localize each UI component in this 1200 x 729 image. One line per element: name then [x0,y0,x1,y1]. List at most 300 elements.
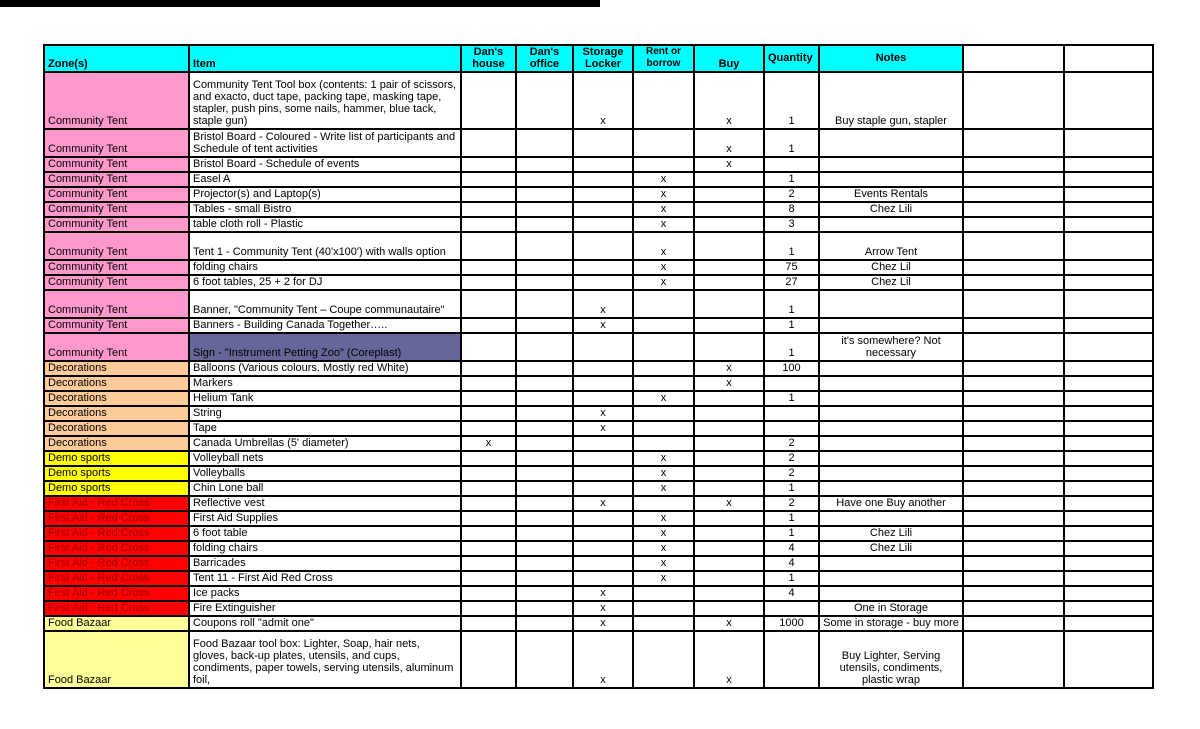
office-cell [516,571,573,586]
item-cell: Banners - Building Canada Together….. [189,318,461,333]
notes-cell [819,421,963,436]
office-cell [516,129,573,157]
house-cell [461,275,516,290]
zone-cell: Community Tent [44,333,189,361]
extra1-cell [963,318,1064,333]
extra1-cell [963,72,1064,129]
rent-cell [633,129,694,157]
rent-cell [633,72,694,129]
office-cell [516,451,573,466]
qty-cell: 8 [764,202,819,217]
zone-cell: Decorations [44,391,189,406]
extra2-cell [1064,496,1153,511]
storage-cell [573,172,633,187]
column-header-office: Dan's office [516,45,573,72]
notes-cell [819,157,963,172]
notes-cell: Chez Lil [819,260,963,275]
extra2-cell [1064,631,1153,688]
zone-cell: Community Tent [44,172,189,187]
rent-cell [633,586,694,601]
zone-cell: Demo sports [44,451,189,466]
office-cell [516,541,573,556]
top-black-bar [0,0,600,7]
rent-cell: x [633,541,694,556]
zone-cell: First Aid - Red Cross [44,511,189,526]
notes-cell [819,586,963,601]
buy-cell [694,571,764,586]
storage-cell: x [573,616,633,631]
storage-cell: x [573,406,633,421]
extra1-cell [963,496,1064,511]
table-row [44,72,1153,129]
buy-cell [694,526,764,541]
notes-cell: Buy Lighter, Serving utensils, condiments, plastic wrap [819,631,963,688]
buy-cell: x [694,361,764,376]
column-header-zone: Zone(s) [44,45,189,72]
notes-cell [819,481,963,496]
house-cell [461,526,516,541]
table-header-row [44,45,1153,72]
qty-cell: 4 [764,586,819,601]
rent-cell [633,376,694,391]
extra1-cell [963,391,1064,406]
extra1-cell [963,290,1064,318]
rent-cell: x [633,187,694,202]
notes-cell [819,466,963,481]
zone-cell: Community Tent [44,217,189,232]
item-cell: Tape [189,421,461,436]
qty-cell: 1 [764,511,819,526]
extra2-cell [1064,466,1153,481]
extra2-cell [1064,556,1153,571]
rent-cell [633,333,694,361]
item-cell: 6 foot table [189,526,461,541]
notes-cell: Arrow Tent [819,232,963,260]
notes-cell [819,556,963,571]
zone-cell: Decorations [44,406,189,421]
extra1-cell [963,172,1064,187]
supplies-table [43,44,1154,689]
notes-cell [819,391,963,406]
extra1-cell [963,376,1064,391]
zone-cell: Demo sports [44,481,189,496]
house-cell [461,466,516,481]
qty-cell [764,421,819,436]
zone-cell: Community Tent [44,129,189,157]
buy-cell [694,391,764,406]
buy-cell [694,333,764,361]
notes-cell: Chez Lil [819,275,963,290]
column-header-item: Item [189,45,461,72]
column-header-house: Dan's house [461,45,516,72]
storage-cell [573,481,633,496]
qty-cell: 1 [764,526,819,541]
extra2-cell [1064,217,1153,232]
table-row [44,376,1153,391]
house-cell [461,202,516,217]
buy-cell: x [694,129,764,157]
buy-cell: x [694,157,764,172]
table-row [44,232,1153,260]
buy-cell [694,436,764,451]
qty-cell: 1 [764,391,819,406]
rent-cell: x [633,481,694,496]
rent-cell [633,318,694,333]
table-row [44,631,1153,688]
house-cell [461,556,516,571]
table-row [44,556,1153,571]
qty-cell: 2 [764,496,819,511]
extra1-cell [963,451,1064,466]
extra2-cell [1064,172,1153,187]
storage-cell: x [573,421,633,436]
buy-cell: x [694,72,764,129]
house-cell [461,511,516,526]
buy-cell [694,202,764,217]
rent-cell [633,290,694,318]
zone-cell: Food Bazaar [44,631,189,688]
zone-cell: Community Tent [44,157,189,172]
extra2-cell [1064,157,1153,172]
house-cell [461,391,516,406]
table-row [44,616,1153,631]
table-row [44,601,1153,616]
zone-cell: Decorations [44,436,189,451]
storage-cell [573,526,633,541]
item-cell: Reflective vest [189,496,461,511]
storage-cell [573,466,633,481]
office-cell [516,232,573,260]
zone-cell: Decorations [44,361,189,376]
buy-cell [694,556,764,571]
qty-cell: 1 [764,333,819,361]
item-cell: Tent 1 - Community Tent (40'x100') with walls option [189,232,461,260]
house-cell [461,361,516,376]
item-cell: Tables - small Bistro [189,202,461,217]
item-cell: Barricades [189,556,461,571]
storage-cell: x [573,290,633,318]
house-cell [461,129,516,157]
column-header-storage: Storage Locker [573,45,633,72]
extra2-cell [1064,275,1153,290]
rent-cell: x [633,260,694,275]
storage-cell [573,232,633,260]
qty-cell: 1 [764,290,819,318]
house-cell [461,376,516,391]
house-cell [461,631,516,688]
notes-cell: Have one Buy another [819,496,963,511]
qty-cell [764,157,819,172]
item-cell: table cloth roll - Plastic [189,217,461,232]
extra2-cell [1064,586,1153,601]
item-cell: Volleyball nets [189,451,461,466]
office-cell [516,481,573,496]
office-cell [516,333,573,361]
buy-cell: x [694,631,764,688]
extra1-cell [963,631,1064,688]
notes-cell [819,451,963,466]
storage-cell [573,202,633,217]
storage-cell [573,157,633,172]
item-cell: Bristol Board - Coloured - Write list of participants and Schedule of tent activities [189,129,461,157]
rent-cell: x [633,202,694,217]
qty-cell: 3 [764,217,819,232]
qty-cell: 2 [764,466,819,481]
qty-cell: 1 [764,172,819,187]
house-cell [461,586,516,601]
table-row [44,586,1153,601]
item-cell: Markers [189,376,461,391]
notes-cell [819,406,963,421]
rent-cell: x [633,451,694,466]
notes-cell: Chez Lili [819,202,963,217]
office-cell [516,260,573,275]
table-row [44,217,1153,232]
qty-cell: 100 [764,361,819,376]
rent-cell [633,601,694,616]
rent-cell: x [633,232,694,260]
house-cell [461,496,516,511]
house-cell [461,318,516,333]
table-row [44,157,1153,172]
office-cell [516,526,573,541]
storage-cell: x [573,72,633,129]
rent-cell: x [633,217,694,232]
house-cell [461,333,516,361]
item-cell: Projector(s) and Laptop(s) [189,187,461,202]
office-cell [516,202,573,217]
rent-cell: x [633,511,694,526]
office-cell [516,556,573,571]
extra1-cell [963,556,1064,571]
buy-cell: x [694,616,764,631]
table-row [44,421,1153,436]
house-cell [461,72,516,129]
extra2-cell [1064,187,1153,202]
office-cell [516,290,573,318]
table-row [44,406,1153,421]
extra1-cell [963,571,1064,586]
extra2-cell [1064,232,1153,260]
zone-cell: Community Tent [44,232,189,260]
extra1-cell [963,421,1064,436]
qty-cell: 75 [764,260,819,275]
zone-cell: Community Tent [44,202,189,217]
qty-cell: 1 [764,318,819,333]
house-cell [461,157,516,172]
extra2-cell [1064,361,1153,376]
storage-cell [573,187,633,202]
item-cell: folding chairs [189,260,461,275]
table-row [44,187,1153,202]
office-cell [516,217,573,232]
item-cell: Banner, "Community Tent – Coupe communautaire" [189,290,461,318]
table-row [44,451,1153,466]
zone-cell: Community Tent [44,187,189,202]
table-row [44,290,1153,318]
office-cell [516,361,573,376]
office-cell [516,631,573,688]
zone-cell: First Aid - Red Cross [44,526,189,541]
house-cell [461,541,516,556]
storage-cell [573,129,633,157]
column-header-extra2 [1064,45,1153,72]
extra1-cell [963,217,1064,232]
storage-cell [573,556,633,571]
buy-cell: x [694,496,764,511]
column-header-extra1 [963,45,1064,72]
item-cell: Ice packs [189,586,461,601]
qty-cell [764,601,819,616]
extra1-cell [963,616,1064,631]
storage-cell: x [573,496,633,511]
buy-cell [694,290,764,318]
extra1-cell [963,157,1064,172]
extra2-cell [1064,541,1153,556]
item-cell: Easel A [189,172,461,187]
table-row [44,481,1153,496]
storage-cell [573,571,633,586]
buy-cell [694,275,764,290]
qty-cell: 1 [764,232,819,260]
storage-cell [573,541,633,556]
item-cell: Balloons (Various colours. Mostly red White) [189,361,461,376]
storage-cell: x [573,631,633,688]
rent-cell: x [633,571,694,586]
column-header-buy: Buy [694,45,764,72]
rent-cell [633,361,694,376]
table-row [44,436,1153,451]
table-row [44,318,1153,333]
notes-cell [819,376,963,391]
qty-cell: 2 [764,436,819,451]
item-cell: Community Tent Tool box (contents: 1 pair of scissors, and exacto, duct tape, packing tape, masking tape, stapler, push pins, some nails, hammer, blue tack, staple gun) [189,72,461,129]
office-cell [516,616,573,631]
extra1-cell [963,202,1064,217]
storage-cell [573,511,633,526]
notes-cell: Chez Lili [819,526,963,541]
buy-cell [694,318,764,333]
notes-cell [819,318,963,333]
extra1-cell [963,601,1064,616]
extra2-cell [1064,333,1153,361]
qty-cell: 27 [764,275,819,290]
extra1-cell [963,129,1064,157]
qty-cell: 1 [764,571,819,586]
rent-cell [633,616,694,631]
extra2-cell [1064,436,1153,451]
house-cell [461,571,516,586]
extra1-cell [963,406,1064,421]
buy-cell [694,466,764,481]
table-body [44,72,1153,688]
extra2-cell [1064,391,1153,406]
notes-cell [819,571,963,586]
item-cell: folding chairs [189,541,461,556]
office-cell [516,275,573,290]
extra1-cell [963,232,1064,260]
table-row [44,172,1153,187]
office-cell [516,172,573,187]
buy-cell [694,541,764,556]
rent-cell: x [633,556,694,571]
extra1-cell [963,511,1064,526]
column-header-rent: Rent or borrow [633,45,694,72]
storage-cell [573,376,633,391]
item-cell: Chin Lone ball [189,481,461,496]
notes-cell [819,217,963,232]
table-row [44,202,1153,217]
rent-cell: x [633,466,694,481]
extra2-cell [1064,481,1153,496]
qty-cell: 4 [764,556,819,571]
notes-cell [819,290,963,318]
item-cell: Canada Umbrellas (5' diameter) [189,436,461,451]
extra2-cell [1064,290,1153,318]
office-cell [516,391,573,406]
table-row [44,571,1153,586]
table-row [44,526,1153,541]
buy-cell [694,260,764,275]
extra2-cell [1064,451,1153,466]
table-row [44,541,1153,556]
extra2-cell [1064,318,1153,333]
item-cell: Food Bazaar tool box: Lighter, Soap, hair nets, gloves, back-up plates, utensils, and cups, condiments, paper towels, serving utensils, aluminum foil, [189,631,461,688]
buy-cell [694,511,764,526]
qty-cell: 1 [764,72,819,129]
table-row [44,333,1153,361]
rent-cell [633,436,694,451]
notes-cell: Events Rentals [819,187,963,202]
notes-cell [819,172,963,187]
rent-cell [633,157,694,172]
storage-cell: x [573,586,633,601]
qty-cell [764,376,819,391]
qty-cell [764,631,819,688]
house-cell [461,481,516,496]
extra2-cell [1064,571,1153,586]
rent-cell: x [633,526,694,541]
rent-cell: x [633,391,694,406]
house-cell [461,601,516,616]
office-cell [516,496,573,511]
item-cell: Coupons roll "admit one" [189,616,461,631]
rent-cell [633,421,694,436]
notes-cell: it's somewhere? Not necessary [819,333,963,361]
zone-cell: First Aid - Red Cross [44,556,189,571]
zone-cell: Decorations [44,421,189,436]
storage-cell [573,333,633,361]
extra2-cell [1064,406,1153,421]
rent-cell [633,406,694,421]
extra2-cell [1064,376,1153,391]
house-cell [461,260,516,275]
office-cell [516,318,573,333]
storage-cell [573,451,633,466]
item-cell: 6 foot tables, 25 + 2 for DJ [189,275,461,290]
zone-cell: Decorations [44,376,189,391]
buy-cell [694,172,764,187]
office-cell [516,421,573,436]
table-row [44,129,1153,157]
extra1-cell [963,187,1064,202]
table-row [44,260,1153,275]
buy-cell [694,406,764,421]
buy-cell [694,586,764,601]
extra1-cell [963,526,1064,541]
table-row [44,275,1153,290]
storage-cell [573,436,633,451]
